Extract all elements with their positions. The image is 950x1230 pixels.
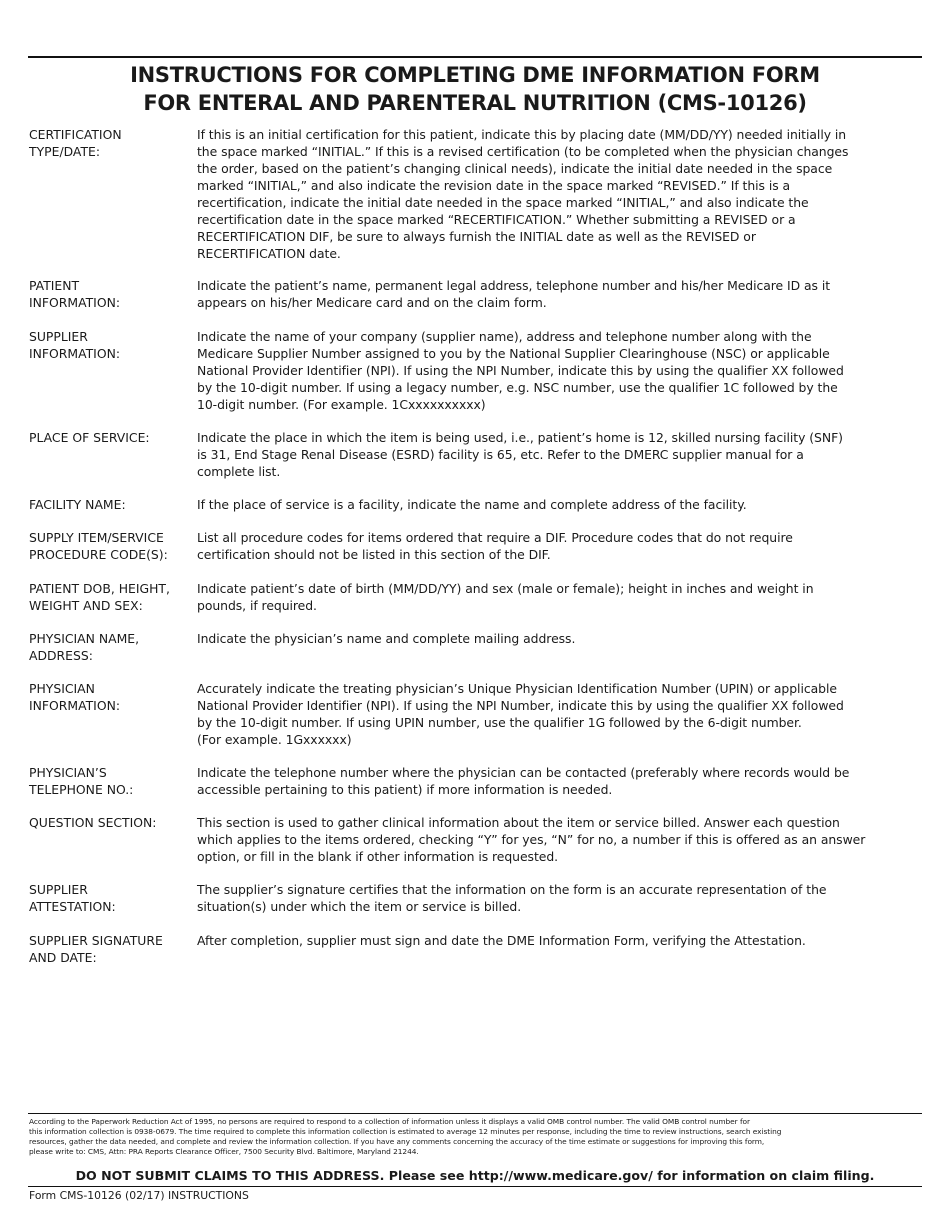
section-text: This section is used to gather clinical information about the item or service billed. Answer each question which applies to the items ordered, checking “Y” for yes, “N” for no, a number if this is offered as an answer option, or fill in the blank if other information is requested. — [197, 815, 866, 864]
section-label: PATIENT DOB, HEIGHT, WEIGHT AND SEX: — [29, 581, 170, 613]
section-text: Accurately indicate the treating physician’s Unique Physician Identification Number (UPIN) or applicable National Provider Identifier (NPI). If using the NPI Number, indicate this by using the qualifier XX followed by the 10-digit number. If using UPIN number, use the qualifier 1G followed by the 6-digit number. (For example. 1Gxxxxxx) — [197, 681, 844, 747]
page-title — [28, 61, 922, 117]
section-text: The supplier’s signature certifies that the information on the form is an accurate representation of the situation(s) under which the item or service is billed. — [197, 882, 827, 914]
section-text: List all procedure codes for items ordered that require a DIF. Procedure codes that do not require certification should not be listed in this section of the DIF. — [197, 530, 793, 562]
section-text: Indicate the name of your company (supplier name), address and telephone number along with the Medicare Supplier Number assigned to you by the National Supplier Clearinghouse (NSC) or applicable National Provider Identifier (NPI). If using the NPI Number, indicate this by using the qualifier XX followed by the 10-digit number. If using a legacy number, e.g. NSC number, use the qualifier 1C followed by the 10-digit number. (For example. 1Cxxxxxxxxxx) — [197, 329, 844, 412]
section-label: PLACE OF SERVICE: — [29, 430, 150, 445]
top-rule — [28, 56, 922, 58]
paperwork-reduction-notice: According to the Paperwork Reduction Act of 1995, no persons are required to respond to a collection of information unless it displays a valid OMB control number. The valid OMB control number for this information collection is 0938-0679. The time required to complete this information collection is estimated to average 12 minutes per response, including the time to review instructions, search existing resources, gather the data needed, and complete and review the information collection. If you have any comments concerning the accuracy of the time estimate or suggestions for improving this form, please write to: CMS, Attn: PRA Reports Clearance Officer, 7500 Security Blvd. Baltimore, Maryland 21244. — [29, 1117, 782, 1156]
section-text: Indicate the place in which the item is being used, i.e., patient’s home is 12, skilled nursing facility (SNF) is 31, End Stage Renal Disease (ESRD) facility is 65, etc. Refer to the DMERC supplier manual for a complete list. — [197, 430, 843, 479]
title-line-1: INSTRUCTIONS FOR COMPLETING DME INFORMATION FORM — [130, 63, 820, 87]
footer-divider — [28, 1113, 922, 1114]
section-label: PATIENT INFORMATION: — [29, 278, 121, 310]
section-text: Indicate the patient’s name, permanent legal address, telephone number and his/her Medicare ID as it appears on his/her Medicare card and on the claim form. — [197, 278, 831, 310]
section-text: Indicate the telephone number where the physician can be contacted (preferably where records would be accessible pertaining to this patient) if more information is needed. — [197, 765, 850, 797]
section-label: CERTIFICATION TYPE/DATE: — [29, 127, 122, 159]
section-label: SUPPLIER ATTESTATION: — [29, 882, 116, 914]
section-label: QUESTION SECTION: — [29, 815, 157, 830]
section-text: If the place of service is a facility, indicate the name and complete address of the facility. — [197, 497, 747, 512]
title-line-2: FOR ENTERAL AND PARENTERAL NUTRITION (CMS-10126) — [143, 91, 807, 115]
section-label: SUPPLIER SIGNATURE AND DATE: — [29, 933, 163, 965]
section-text: After completion, supplier must sign and date the DME Information Form, verifying the Attestation. — [197, 933, 806, 948]
section-label: SUPPLIER INFORMATION: — [29, 329, 121, 361]
section-label: PHYSICIAN INFORMATION: — [29, 681, 121, 713]
bottom-rule — [28, 1186, 922, 1187]
section-text: Indicate patient’s date of birth (MM/DD/YY) and sex (male or female); height in inches and weight in pounds, if required. — [197, 581, 814, 613]
section-label: PHYSICIAN NAME, ADDRESS: — [29, 631, 140, 663]
section-text: If this is an initial certification for this patient, indicate this by placing date (MM/DD/YY) needed initially in the space marked “INITIAL.” If this is a revised certification (to be completed when the physician changes the order, based on the patient’s changing clinical needs), indicate the initial date needed in the space marked “INITIAL,” and also indicate the revision date in the space marked “REVISED.” If this is a recertification, indicate the initial date needed in the space marked “INITIAL,” and also indicate the recertification date in the space marked “RECERTIFICATION.” Whether submitting a REVISED or a RECERTIFICATION DIF, be sure to always furnish the INITIAL date as well as the REVISED or RECERTIFICATION date. — [197, 127, 849, 261]
form-identifier: Form CMS-10126 (02/17) INSTRUCTIONS — [29, 1189, 249, 1202]
claims-address-notice: DO NOT SUBMIT CLAIMS TO THIS ADDRESS. Please see http://www.medicare.gov/ for information on claim filing. — [75, 1168, 875, 1183]
section-label: PHYSICIAN’S TELEPHONE NO.: — [29, 765, 134, 797]
section-text: Indicate the physician’s name and complete mailing address. — [197, 631, 576, 646]
section-label: SUPPLY ITEM/SERVICE PROCEDURE CODE(S): — [29, 530, 168, 562]
section-label: FACILITY NAME: — [29, 497, 126, 512]
